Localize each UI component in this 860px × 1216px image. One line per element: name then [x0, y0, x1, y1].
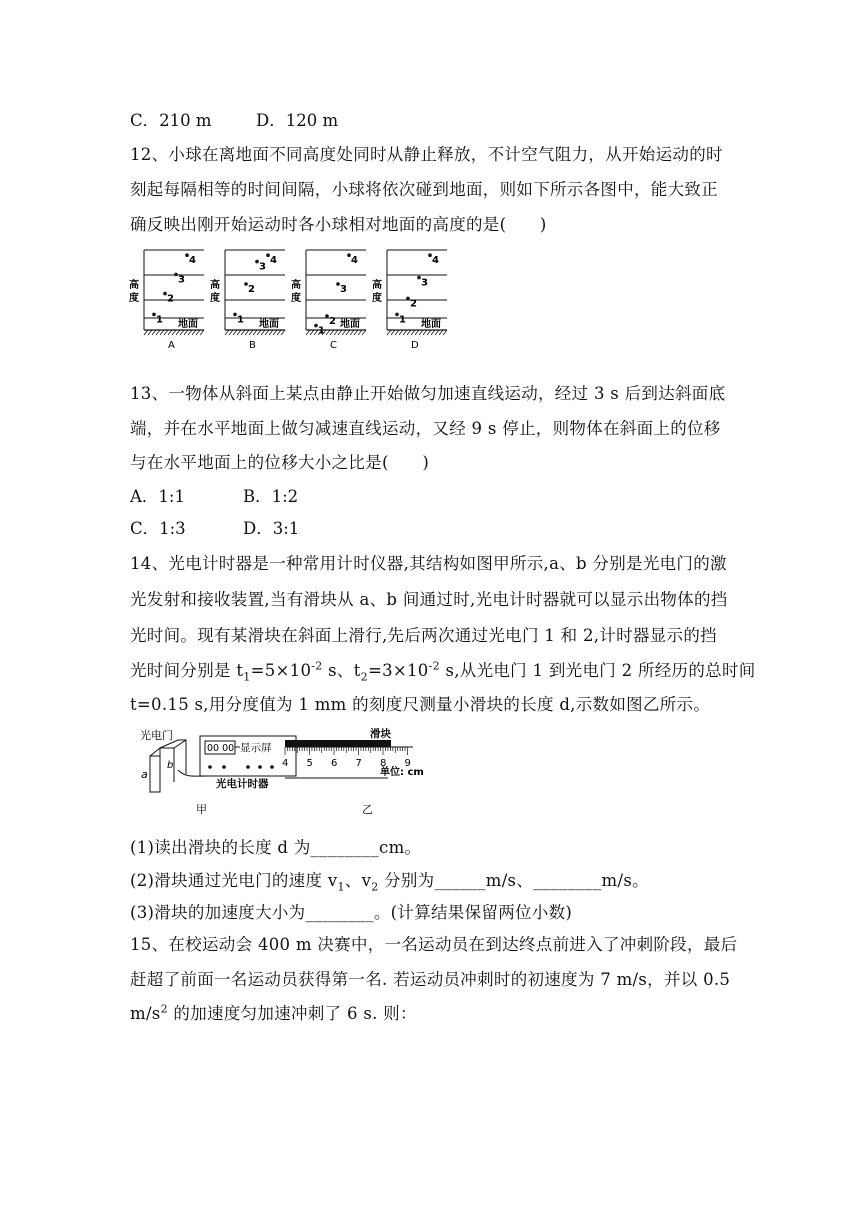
ball-label: 3	[340, 284, 347, 295]
height-panel-a	[129, 250, 204, 351]
ball-label: 1	[237, 314, 244, 326]
ruler-tick-label: 6	[331, 758, 338, 769]
ground-hatch	[249, 330, 253, 335]
ground-hatch	[180, 330, 184, 335]
ground-hatch	[237, 330, 241, 335]
q12-figure	[126, 240, 471, 364]
ground-hatch	[176, 330, 180, 335]
q14-text-line-2: 光发射和接收装置,当有滑块从 a、b 间通过时,光电计时器就可以显示出物体的挡	[130, 590, 728, 609]
ball-label: 4	[351, 255, 358, 267]
ground-hatch	[342, 330, 346, 335]
ground-hatch	[407, 330, 411, 335]
q14-text-line-3: 光时间。现有某滑块在斜面上滑行,先后两次通过光电门 1 和 2,计时器显示的挡	[130, 626, 717, 645]
gate-cable	[178, 770, 208, 776]
ground-hatch	[330, 330, 334, 335]
ground-hatch	[346, 330, 350, 335]
height-axis-label: 度	[372, 293, 382, 304]
ground-hatch	[269, 330, 273, 335]
figure-jia-label: 甲	[196, 803, 207, 816]
ground-hatch	[310, 330, 314, 335]
q14-figure	[138, 726, 438, 818]
ground-hatch	[350, 330, 354, 335]
panel-caption: B	[249, 340, 256, 351]
ground-hatch	[160, 330, 164, 335]
q15-text-line-1: 15、在校运动会 400 m 决赛中，一名运动员在到达终点前进入了冲刺阶段，最后	[130, 935, 738, 954]
height-axis-label: 高	[372, 280, 382, 291]
ground-hatch	[229, 330, 233, 335]
ground-hatch	[423, 330, 427, 335]
q13-option-c: C．1:3	[130, 519, 186, 538]
ball-label: 1	[318, 325, 325, 337]
ground-label: 地面	[178, 319, 198, 330]
q15-text-line-3: $m/s^2$ 的加速度匀加速冲刺了 6 s. 则：	[130, 1002, 417, 1023]
ground-hatch	[225, 330, 229, 335]
q12-text-line-1: 12、小球在离地面不同高度处同时从静止释放，不计空气阻力，从开始运动的时	[130, 145, 723, 164]
ground-hatch	[435, 330, 439, 335]
q14-sub-question-3: (3)滑块的加速度大小为________。(计算结果保留两位小数)	[130, 903, 573, 922]
ground-hatch	[172, 330, 176, 335]
height-axis-label: 度	[210, 293, 220, 304]
ground-hatch	[192, 330, 196, 335]
q11-option-d: D．120 m	[256, 111, 339, 130]
ground-hatch	[403, 330, 407, 335]
height-axis-label: 度	[129, 293, 139, 304]
ball-label: 1	[399, 314, 406, 326]
ball-label: 3	[178, 274, 185, 286]
ground-hatch	[306, 330, 310, 335]
ground-hatch	[411, 330, 415, 335]
slider-label: 滑块	[370, 728, 391, 740]
timer-label: 光电计时器	[216, 778, 269, 790]
q14-sub-question-2: (2)滑块通过光电门的速度 $v_1$、$v_2$ 分别为______m/s、________m/s。	[130, 871, 649, 894]
ground-hatch	[156, 330, 160, 335]
height-axis-label: 高	[210, 280, 220, 291]
figure-yi-label: 乙	[362, 803, 373, 816]
ground-hatch	[277, 330, 281, 335]
photogate-a	[150, 748, 160, 792]
ground-hatch	[200, 330, 204, 335]
q14-text-line-4: 光时间分别是 $t_1=5\times 10^{-2}$ s、$t_2=3\times 10^{-2}$ s,从光电门 1 到光电门 2 所经历的总时间	[130, 659, 756, 684]
ball-label: 1	[156, 314, 163, 326]
height-panel-d	[372, 250, 447, 351]
ground-hatch	[196, 330, 200, 335]
label-a: a	[141, 768, 148, 781]
label-b: b	[167, 760, 174, 771]
ground-hatch	[273, 330, 277, 335]
ground-hatch	[188, 330, 192, 335]
ground-hatch	[354, 330, 358, 335]
ball-label: 3	[259, 261, 266, 273]
height-axis-label: 度	[291, 293, 301, 304]
ground-hatch	[419, 330, 423, 335]
ground-hatch	[144, 330, 148, 335]
timer-knob	[258, 765, 262, 769]
ground-hatch	[253, 330, 257, 335]
q13-option-a: A．1:1	[130, 487, 185, 506]
ground-hatch	[427, 330, 431, 335]
ball-label: 2	[329, 316, 336, 327]
q13-text-line-3: 与在水平地面上的位移大小之比是( )	[130, 453, 430, 472]
ground-hatch	[326, 330, 330, 335]
ruler-tick-label: 7	[355, 758, 362, 769]
panel-caption: D	[411, 340, 419, 351]
ruler-tick-label: 9	[404, 758, 411, 769]
ground-hatch	[265, 330, 269, 335]
slider-block	[285, 740, 391, 747]
height-panel-c	[291, 250, 366, 351]
ground-hatch	[148, 330, 152, 335]
q14-sub-question-1: (1)读出滑块的长度 d 为________cm。	[130, 838, 422, 857]
ruler-tick-label: 8	[380, 758, 387, 769]
timer-knob	[208, 765, 212, 769]
q14-text-line-1: 14、光电计时器是一种常用计时仪器,其结构如图甲所示,a、b 分别是光电门的激	[130, 554, 727, 573]
ruler-tick-label: 4	[282, 758, 289, 769]
ground-label: 地面	[340, 319, 360, 330]
ground-hatch	[439, 330, 443, 335]
timer-knob	[246, 765, 250, 769]
ruler-tick-label: 5	[306, 758, 313, 769]
ground-hatch	[431, 330, 435, 335]
ruler-unit-label: 单位: cm	[380, 767, 424, 778]
height-axis-label: 高	[129, 280, 139, 291]
ground-hatch	[245, 330, 249, 335]
ground-hatch	[233, 330, 237, 335]
ball-label: 4	[189, 255, 196, 267]
timer-knob	[270, 765, 274, 769]
gate-label: 光电门	[140, 729, 173, 742]
ball-label: 2	[167, 293, 174, 305]
ruler-scale	[282, 747, 411, 769]
ground-label: 地面	[421, 319, 441, 330]
display-digits: 00 00	[207, 743, 235, 754]
display-label: 显示屏	[240, 742, 272, 754]
q12-text-line-2: 刻起每隔相等的时间间隔，小球将依次碰到地面，则如下所示各图中，能大致正	[130, 180, 718, 199]
ground-hatch	[184, 330, 188, 335]
height-axis-label: 高	[291, 280, 301, 291]
ball-label: 2	[410, 298, 417, 310]
panel-caption: A	[168, 340, 175, 351]
ground-label: 地面	[259, 319, 279, 330]
ground-hatch	[338, 330, 342, 335]
ground-hatch	[261, 330, 265, 335]
ground-hatch	[415, 330, 419, 335]
panel-caption: C	[330, 340, 337, 351]
ground-hatch	[152, 330, 156, 335]
ground-hatch	[387, 330, 391, 335]
q11-option-c: C．210 m	[130, 111, 212, 130]
ground-hatch	[281, 330, 285, 335]
timer-knob	[222, 765, 226, 769]
q15-text-line-2: 赶超了前面一名运动员获得第一名. 若运动员冲刺时的初速度为 7 m/s，并以 0.5	[130, 970, 731, 989]
ground-hatch	[358, 330, 362, 335]
q13-text-line-1: 13、一物体从斜面上某点由静止开始做匀加速直线运动，经过 3 s 后到达斜面底	[130, 384, 726, 403]
ground-hatch	[164, 330, 168, 335]
q13-option-b: B．1:2	[243, 487, 299, 506]
q14-text-line-5: t=0.15 s,用分度值为 1 mm 的刻度尺测量小滑块的长度 d,示数如图乙所示。	[130, 695, 711, 714]
ground-hatch	[168, 330, 172, 335]
ground-hatch	[257, 330, 261, 335]
ball-label: 4	[270, 255, 277, 267]
q12-text-line-3: 确反映出刚开始运动时各小球相对地面的高度的是( )	[130, 215, 547, 234]
q13-text-line-2: 端，并在水平地面上做匀减速直线运动，又经 9 s 停止，则物体在斜面上的位移	[130, 419, 721, 438]
ball-label: 2	[248, 284, 255, 295]
ground-hatch	[334, 330, 338, 335]
ground-hatch	[399, 330, 403, 335]
ground-hatch	[391, 330, 395, 335]
ball-label: 4	[432, 255, 439, 267]
ground-hatch	[241, 330, 245, 335]
ground-hatch	[362, 330, 366, 335]
q13-option-d: D．3:1	[243, 519, 300, 538]
ground-hatch	[443, 330, 447, 335]
ball-label: 3	[421, 277, 428, 289]
height-panel-b	[210, 250, 285, 351]
ground-hatch	[395, 330, 399, 335]
